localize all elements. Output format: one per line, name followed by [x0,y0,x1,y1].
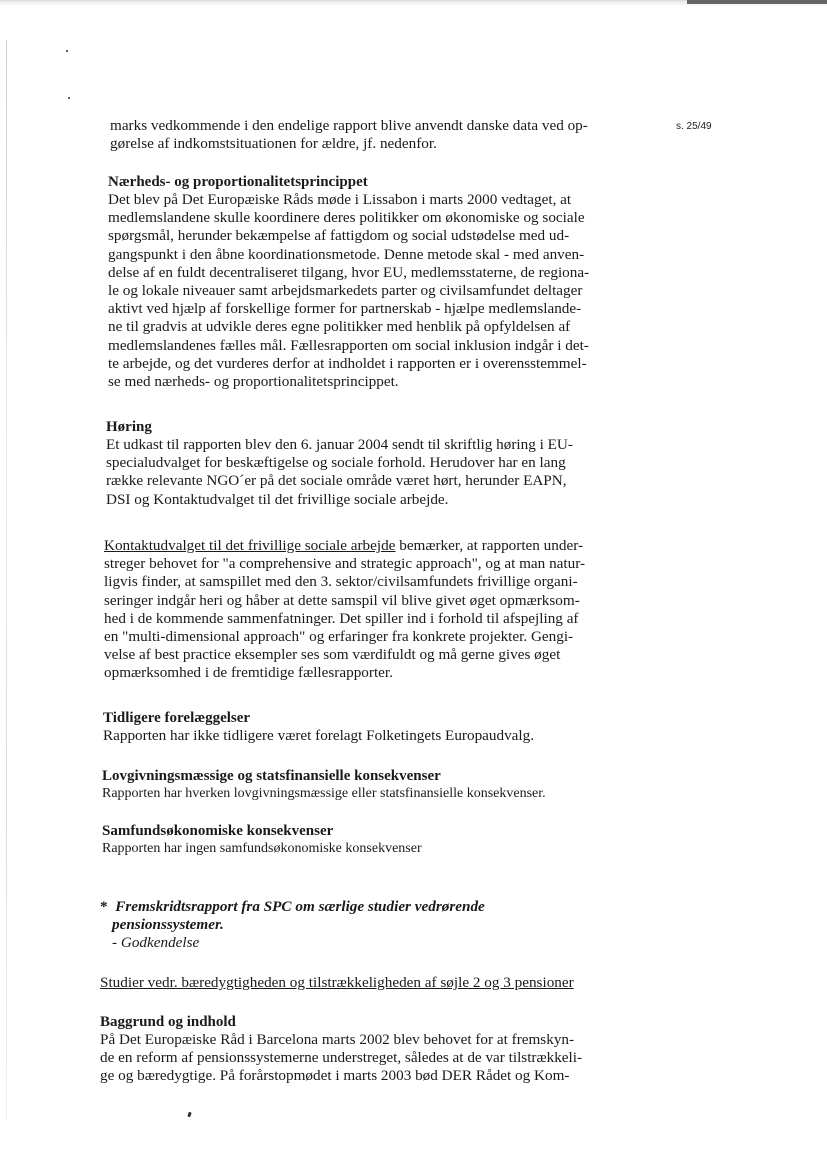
scan-speck [187,1112,192,1118]
section-baggrund [100,1013,660,1086]
text-line: seringer indgår heri og håber at dette samspil vil blive givet øget opmærksom- [104,591,580,609]
agenda-title-line: pensionssystemer. [112,916,224,934]
section-kontaktudvalget [104,537,664,683]
text-line: specialudvalget for beskæftigelse og sociale forhold. Herudover har en lang [106,454,566,472]
scan-speck [68,97,70,99]
text-line: Det blev på Det Europæiske Råds møde i Lissabon i marts 2000 vedtaget, at [108,191,572,208]
section-heading: Tidligere forelæggelser [103,710,251,726]
text-line: gangspunkt i den åbne koordinationsmetode. Denne metode skal - med anven- [108,245,585,263]
section-naerheds [108,173,668,391]
text-line: Et udkast til rapporten blev den 6. januar 2004 sendt til skriftlig høring i EU- [106,436,573,453]
scan-dark-edge [687,0,827,4]
studier-heading-block [100,974,720,992]
agenda-title: Fremskridtsrapport fra SPC om særlige studier vedrørende [115,898,485,915]
section-lovgivning [102,767,682,802]
text-line: opmærksomhed i de fremtidige fællesrapporter. [104,664,393,682]
page-reference: s. 25/49 [676,121,712,132]
section-heading: Nærheds- og proportionalitetsprincippet [108,174,368,190]
text-line: en "multi-dimensional approach" og erfaringer fra konkrete projekter. Gengi- [104,628,574,646]
section-tidligere [103,709,663,745]
studier-heading: Studier vedr. bæredygtigheden og tilstrækkeligheden af søjle 2 og 3 pensioner [100,974,574,991]
scan-margin-line [6,40,7,1120]
intro-paragraph [110,117,670,153]
text-line: medlemslandene skulle koordinere deres politikker om økonomiske og sociale [108,209,585,227]
section-heading: Samfundsøkonomiske konsekvenser [102,823,334,839]
agenda-bullet: * [100,898,108,915]
section-heading: Baggrund og indhold [100,1014,236,1030]
text-line: ne til gradvis at udvikle deres egne politikker med henblik på opfyldelsen af [108,318,571,336]
text-line: medlemslandenes fælles mål. Fællesrapporten om social inklusion indgår i det- [108,336,589,354]
text-line: gørelse af indkomstsituationen for ældre, jf. nedenfor. [110,135,437,153]
text-line: Rapporten har ingen samfundsøkonomiske konsekvenser [102,841,422,856]
section-heading: Høring [106,419,152,435]
section-heading: Lovgivningsmæssige og statsfinansielle konsekvenser [102,768,441,784]
section-samfundsokonomi [102,822,662,857]
text-line: le og lokale niveauer samt arbejdsmarkedets parter og civilsamfundet deltager [108,282,583,300]
agenda-sub: - Godkendelse [112,934,200,952]
text-line: aktivt ved hjælp af forskellige former for partnerskab - hjælpe medlemslande- [108,300,582,318]
text-line: Rapporten har ikke tidligere været forelagt Folketingets Europaudvalg. [103,727,535,744]
text-line: ligvis finder, at samspillet med den 3. sektor/civilsamfundets frivillige organi- [104,573,578,591]
text-line: DSI og Kontaktudvalget til det frivillige sociale arbejde. [106,490,449,508]
underlined-organisation: Kontaktudvalget til det frivillige sociale arbejde [104,537,396,554]
text-line [104,537,664,555]
text-line: te arbejde, og det vurderes derfor at indholdet i rapporten er i overensstemmel- [108,354,587,372]
section-horing [106,418,666,509]
text-line: de en reform af pensionssystemerne understreget, således at de var tilstrækkeli- [100,1049,583,1067]
text-line: ge og bæredygtige. På forårstopmødet i marts 2003 bød DER Rådet og Kom- [100,1067,570,1085]
agenda-title-line [100,898,660,916]
text-line: hed i de kommende sammenfatninger. Det spiller ind i forhold til afspejling af [104,609,579,627]
text-line: marks vedkommende i den endelige rapport blive anvendt danske data ved op- [110,117,588,134]
text-line: Rapporten har hverken lovgivningsmæssige eller statsfinansielle konsekvenser. [102,786,546,801]
text-line: delse af en fuldt decentraliseret tilgang, hvor EU, medlemsstaterne, de regiona- [108,263,590,281]
text-span: bemærker, at rapporten under- [395,537,584,554]
text-line: På Det Europæiske Råd i Barcelona marts 2002 blev behovet for at fremskyn- [100,1031,575,1048]
text-line: række relevante NGO´er på det sociale område været hørt, herunder EAPN, [106,472,567,490]
text-line: velse af best practice eksempler ses som værdifuldt og må gerne gives øget [104,646,561,664]
text-line: se med nærheds- og proportionalitetsprincippet. [108,373,399,391]
agenda-item [100,898,660,953]
scan-top-edge [0,0,827,8]
text-line: streger behovet for "a comprehensive and strategic approach", og at man natur- [104,555,586,573]
text-line: spørgsmål, herunder bekæmpelse af fattigdom og social udstødelse med ud- [108,227,570,245]
scan-speck [66,50,68,52]
